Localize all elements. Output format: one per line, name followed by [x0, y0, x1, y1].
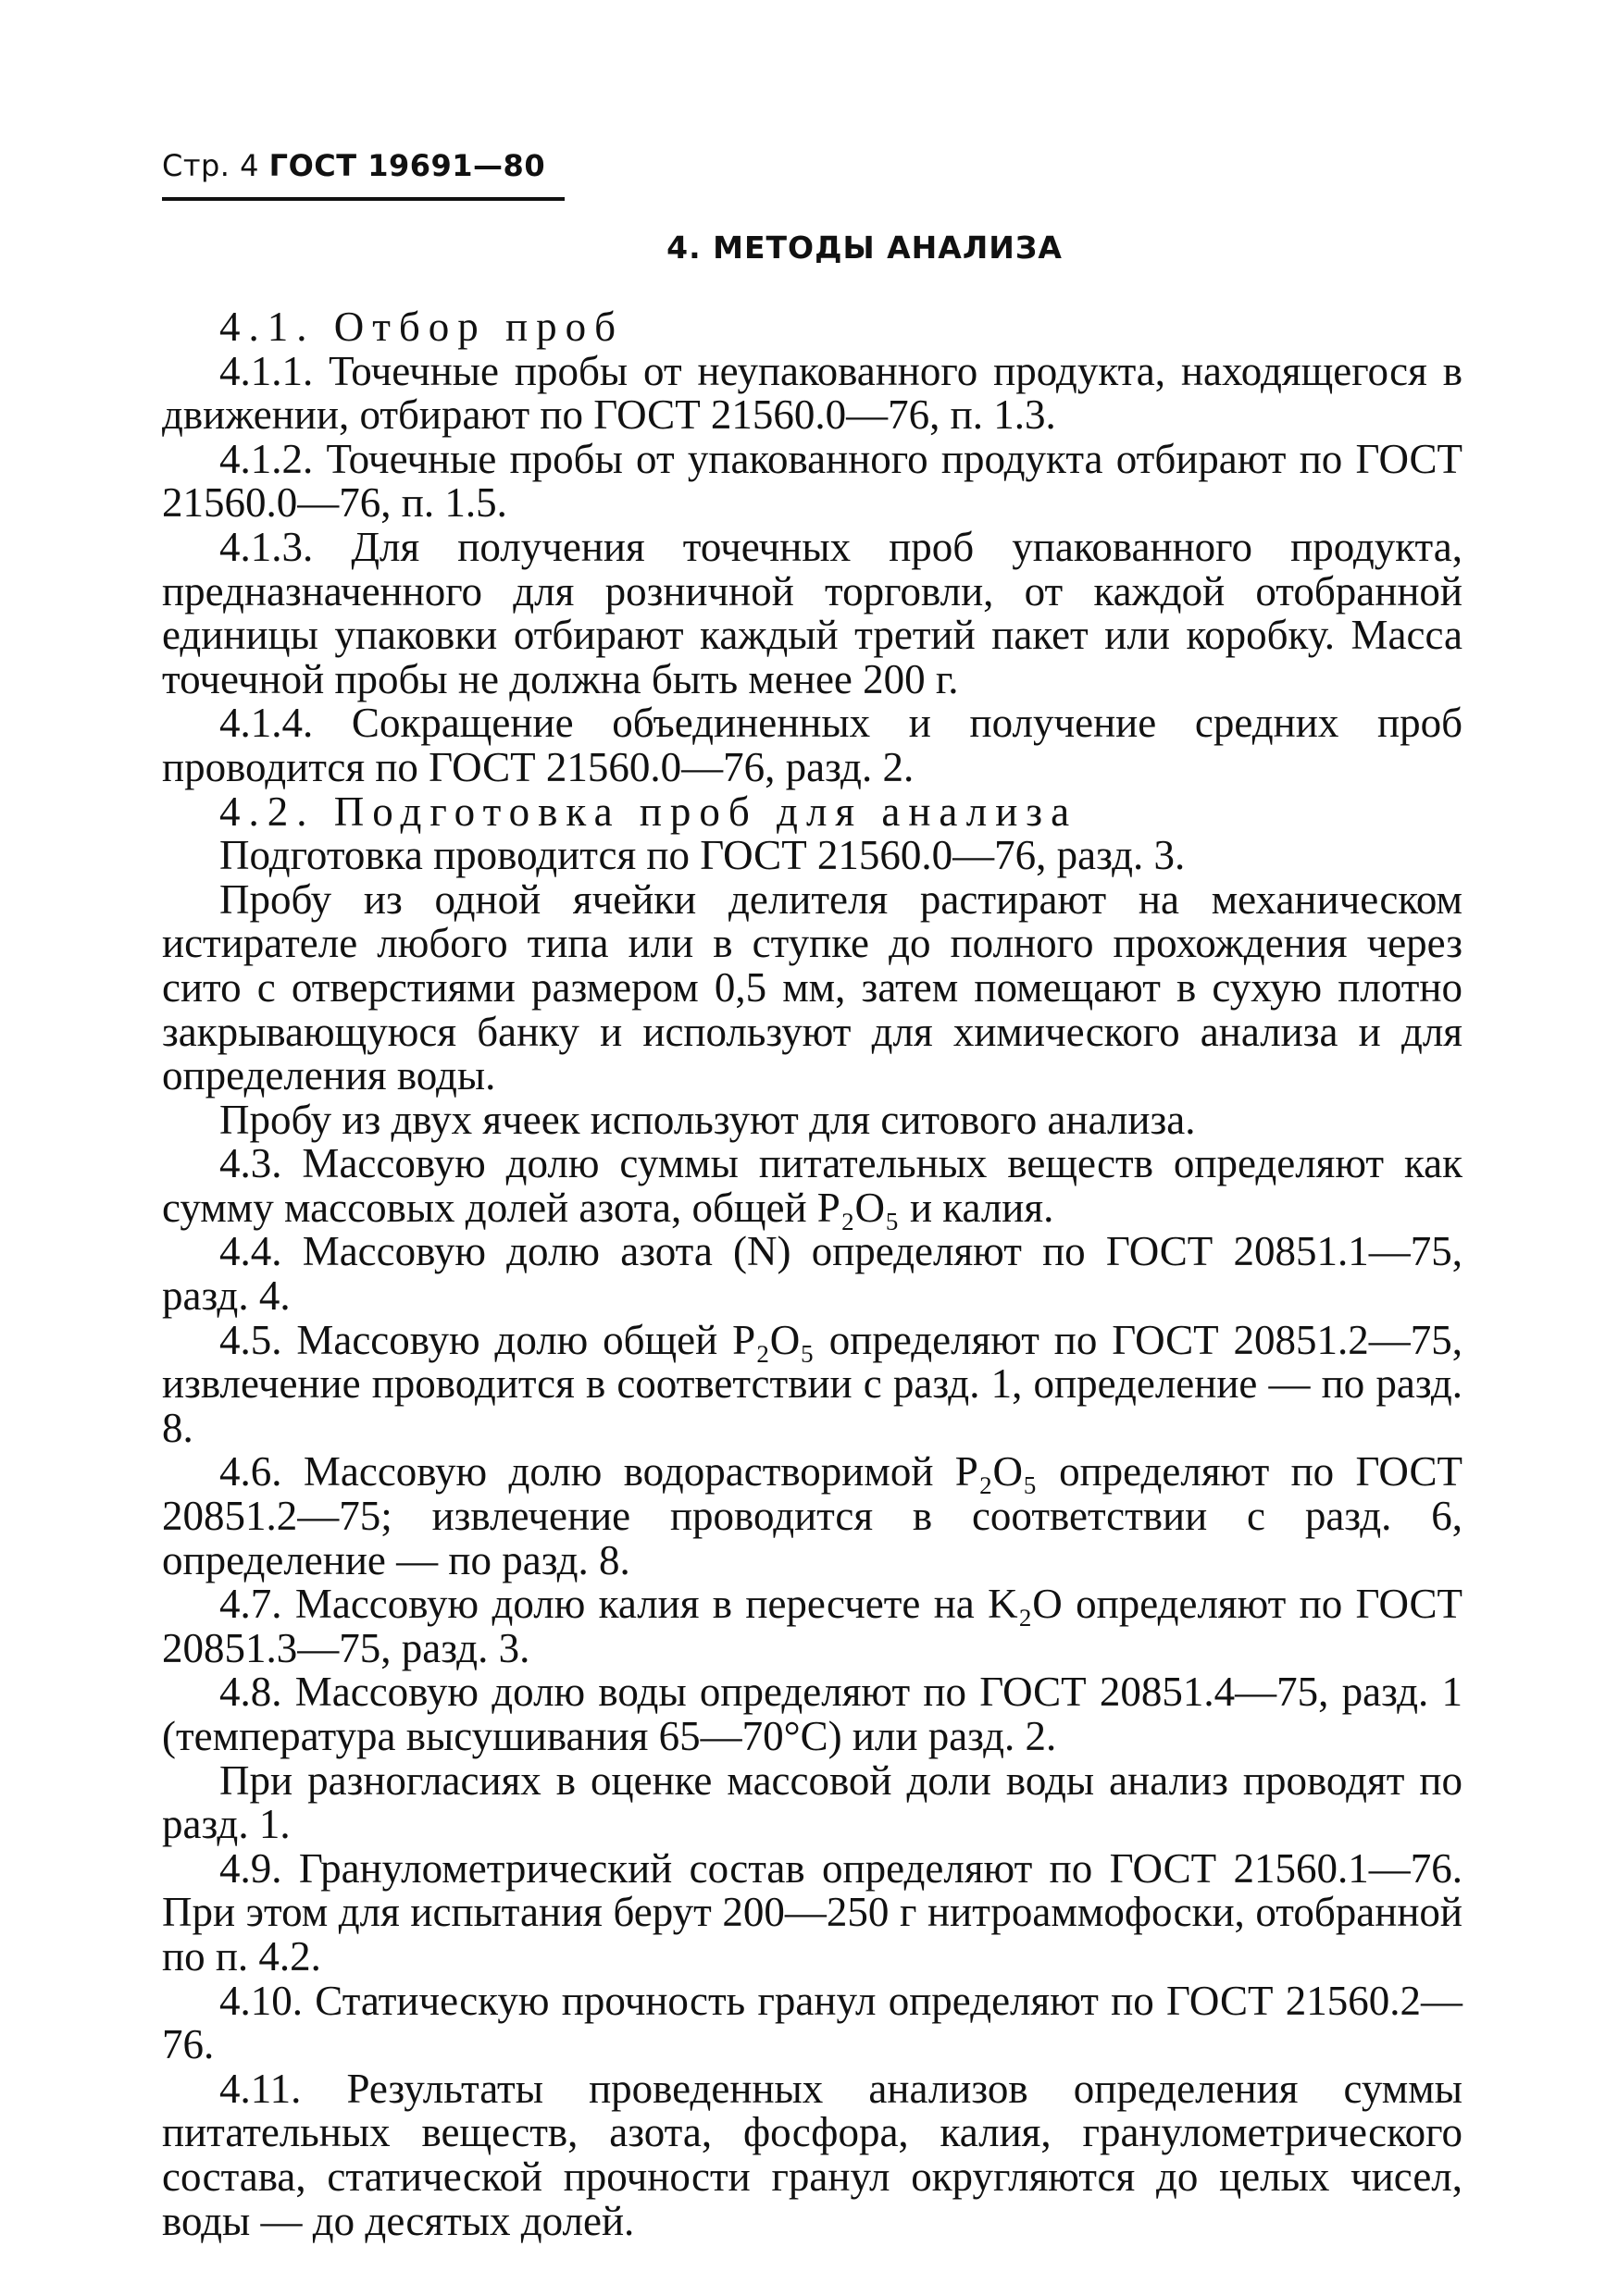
- page-header: [162, 148, 545, 183]
- paragraph-4-6: 4.6. Массовую долю водорастворимой P₂O₅ определяют по ГОСТ 20851.2—75; извлечение проводится в соответствии с разд. 6, определение — по разд. 8.: [162, 1448, 1462, 1583]
- paragraph-4-8: 4.8. Массовую долю воды определяют по ГОСТ 20851.4—75, разд. 1 (температура высушивания 65—70°С) или разд. 2.: [162, 1669, 1462, 1759]
- paragraph-4-3: 4.3. Массовую долю суммы питательных веществ определяют как сумму массовых долей азота, общей P₂O₅ и калия.: [162, 1140, 1462, 1231]
- paragraph-4-8-b: При разногласиях в оценке массовой доли воды анализ проводят по разд. 1.: [162, 1756, 1462, 1848]
- paragraph-4-1-2: 4.1.2. Точечные пробы от упакованного продукта отбирают по ГОСТ 21560.0—76, п. 1.5.: [162, 435, 1462, 527]
- paragraph-4-1-1: 4.1.1. Точечные пробы от неупакованного продукта, находящегося в движении, отбирают по ГОСТ 21560.0—76, п. 1.3.: [162, 347, 1462, 439]
- paragraph-4-1-4: 4.1.4. Сокращение объединенных и получение средних проб проводится по ГОСТ 21560.0—76, разд. 2.: [162, 700, 1462, 790]
- paragraph-4-5: 4.5. Массовую долю общей P₂O₅ определяют по ГОСТ 20851.2—75, извлечение проводится в соответствии с разд. 1, определение — по разд. 8.: [162, 1316, 1462, 1451]
- standard-number: ГОСТ 19691—80: [268, 148, 546, 183]
- paragraph-4-1-3: 4.1.3. Для получения точечных проб упакованного продукта, предназначенного для розничной торговли, от каждой отобранной единицы упаковки отбирают каждый третий пакет или коробку. Масса точечной пробы не должна быть менее 200 г.: [162, 523, 1462, 702]
- paragraph-4-2: 4.2. Подготовка проб для анализа: [219, 788, 1078, 835]
- document-body: [162, 305, 1462, 2243]
- paragraph-4-7: 4.7. Массовую долю калия в пересчете на K₂O определяют по ГОСТ 20851.3—75, разд. 3.: [162, 1581, 1462, 1671]
- section-title: 4. МЕТОДЫ АНАЛИЗА: [666, 230, 1063, 266]
- paragraph-4-4: 4.4. Массовую долю азота (N) определяют по ГОСТ 20851.1—75, разд. 4.: [162, 1228, 1462, 1320]
- paragraph-4-2-b: Пробу из одной ячейки делителя растирают на механическом истирателе любого типа или в ступке до полного прохождения через сито с отверстиями размером 0,5 мм, затем помещают в сухую плотно закрывающуюся банку и используют для химического анализа и для определения воды.: [162, 875, 1462, 1099]
- paragraph-4-10: 4.10. Статическую прочность гранул определяют по ГОСТ 21560.2—76.: [162, 1977, 1462, 2068]
- paragraph-4-2-c: Пробу из двух ячеек используют для ситового анализа.: [219, 1096, 1196, 1143]
- paragraph-4-11: 4.11. Результаты проведенных анализов определения суммы питательных веществ, азота, фосфора, калия, гранулометрического состава, статической прочности гранул округляются до целых чисел, воды — до десятых долей.: [162, 2065, 1462, 2244]
- paragraph-4-9: 4.9. Гранулометрический состав определяют по ГОСТ 21560.1—76. При этом для испытания берут 200—250 г нитроаммофоски, отобранной по п. 4.2.: [162, 1844, 1462, 1980]
- page-number: Стр. 4: [162, 148, 259, 183]
- paragraph-4-2-a: Подготовка проводится по ГОСТ 21560.0—76, разд. 3.: [219, 832, 1186, 879]
- paragraph-4-1: 4.1. Отбор проб: [219, 304, 625, 350]
- header-rule: [162, 197, 565, 201]
